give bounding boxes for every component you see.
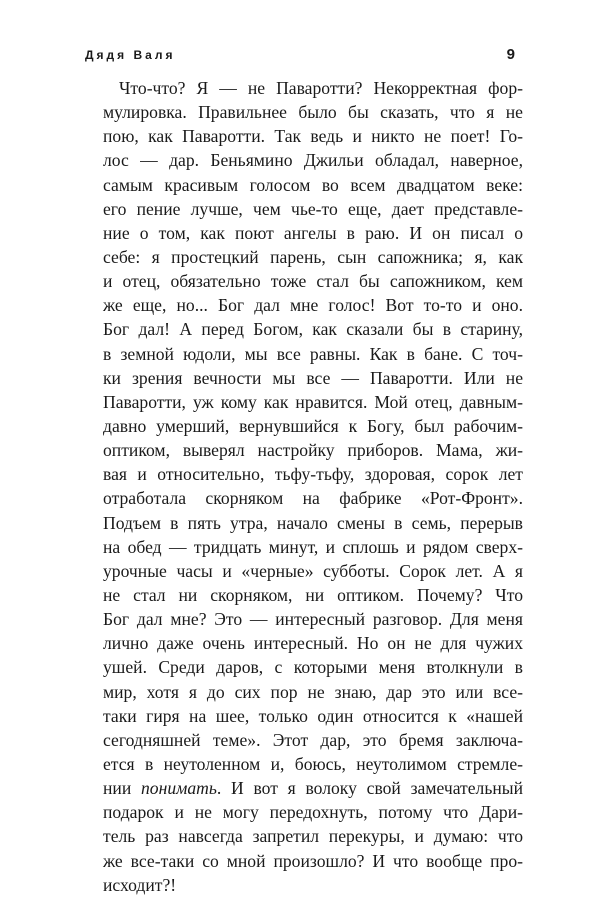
- text-line: и отец, обязательно тоже стал бы сапожником, кем: [103, 271, 523, 292]
- text-line: ки зрения вечности мы все — Паваротти. Или не: [103, 367, 523, 388]
- text-line: его пение лучше, чем чье-то еще, дает представле-: [103, 198, 523, 219]
- text-line: подарок и не могу передохнуть, потому что Дари-: [103, 802, 523, 823]
- text-fragment: нии: [103, 778, 132, 799]
- text-line: Подъем в пять утра, начало смены в семь, перерыв: [103, 512, 523, 533]
- text-fragment: . И вот я волоку свой замечательный: [216, 778, 523, 799]
- emphasized-word: понимать: [141, 778, 217, 799]
- text-line: исходит?!: [103, 874, 177, 895]
- running-header: [85, 46, 515, 66]
- text-line: таки гиря на шее, только один относится к «нашей: [103, 705, 523, 726]
- text-line: мулировка. Правильнее было бы сказать, что я не: [103, 102, 523, 123]
- text-line: ется в неутоленном и, боюсь, неутолимом стремле-: [103, 753, 523, 774]
- text-line: в земной юдоли, мы все равны. Как в бане. С точ-: [103, 343, 523, 364]
- page-number: 9: [506, 46, 515, 63]
- text-line: лос — дар. Беньямино Джильи обладал, наверное,: [103, 150, 523, 171]
- text-line: оптиком, выверял настройку приборов. Мама, жи-: [103, 440, 523, 461]
- text-line: Что-что? Я — не Паваротти? Некорректная фор-: [119, 78, 523, 98]
- text-line: сегодняшней теме». Этот дар, это бремя заключа-: [103, 729, 523, 750]
- text-line: тель раз навсегда запретил перекуры, и думаю: что: [103, 826, 523, 847]
- body-paragraph: [103, 76, 523, 897]
- text-line: вая и относительно, тьфу-тьфу, здоровая, сорок лет: [103, 464, 523, 485]
- text-line: лично даже очень интересный. Но он не для чужих: [103, 633, 523, 654]
- text-line: Паваротти, уж кому как нравится. Мой отец, давным-: [103, 391, 523, 412]
- text-line: мир, хотя я до сих пор не знаю, дар это или все-: [103, 681, 523, 702]
- text-line: себе: я простецкий парень, сын сапожника; я, как: [103, 246, 523, 267]
- text-line: ушей. Среди даров, с которыми меня втолкнули в: [103, 657, 523, 678]
- text-line: давно умерший, вернувшийся к Богу, был рабочим-: [103, 415, 523, 436]
- text-line: урочные часы и «черные» субботы. Сорок лет. А я: [103, 560, 523, 581]
- text-line: же все-таки со мной произошло? И что вообще про-: [103, 850, 523, 871]
- text-line: пою, как Паваротти. Так ведь и никто не поет! Го-: [103, 126, 523, 147]
- text-line: не стал ни скорняком, ни оптиком. Почему? Что: [103, 584, 523, 605]
- running-title: Дядя Валя: [85, 48, 176, 62]
- text-line: [103, 776, 523, 800]
- text-line: ние о том, как поют ангелы в раю. И он писал о: [103, 222, 523, 243]
- text-line: на обед — тридцать минут, и сплошь и рядом сверх-: [103, 536, 523, 557]
- text-line: самым красивым голосом во всем двадцатом веке:: [103, 174, 523, 195]
- text-line: Бог дал мне? Это — интересный разговор. Для меня: [103, 609, 523, 630]
- text-line: Бог дал! А перед Богом, как сказали бы в старину,: [103, 319, 523, 340]
- text-line: же еще, но... Бог дал мне голос! Вот то-то и оно.: [103, 295, 523, 316]
- text-line: отработала скорняком на фабрике «Рот-Фронт».: [103, 488, 523, 509]
